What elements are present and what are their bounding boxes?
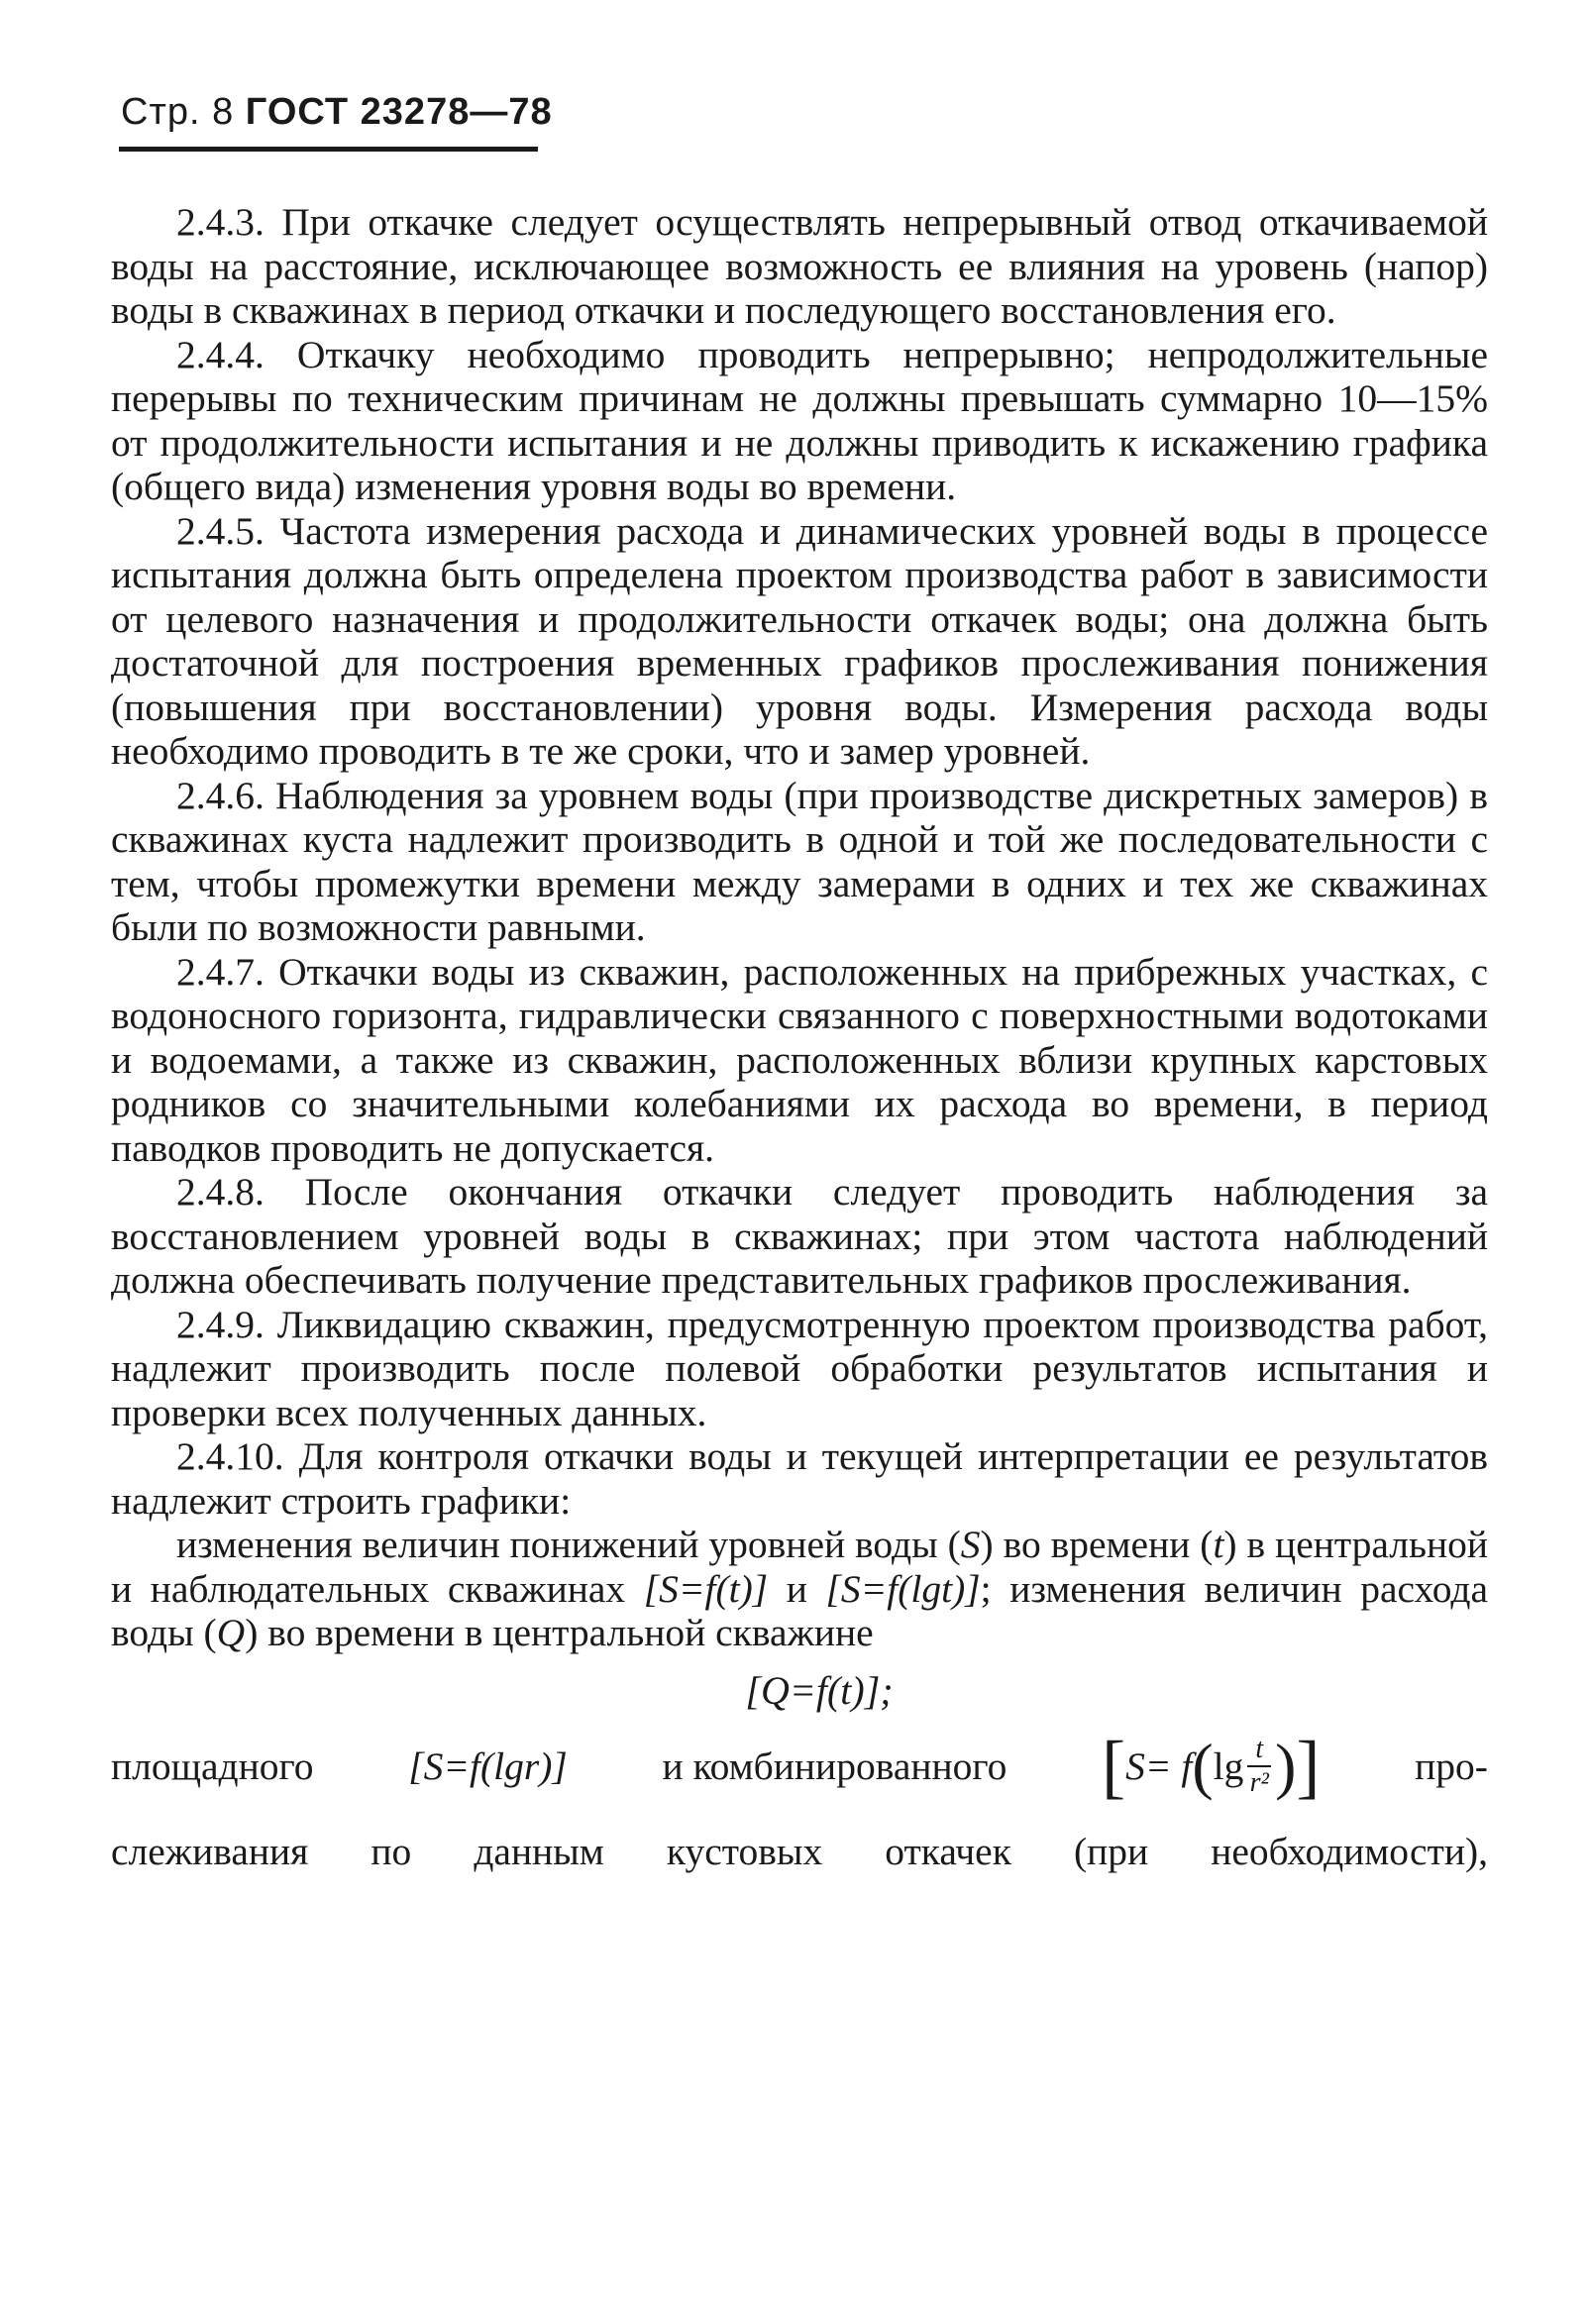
body-text <box>111 200 1488 1874</box>
paragraph-2-4-5: 2.4.5. Частота измерения расхода и динамических уровней воды в процессе испытания должна быть определена проектом производства работ в зависимости от целевого назначения и продолжительности откачек воды; она должна быть достаточной для построения временных графиков прослеживания понижения (повышения при восстановлении) уровня воды. Измерения расхода воды необходимо проводить в те же сроки, что и замер уровней. <box>111 508 1488 773</box>
closing-line: слеживания по данным кустовых откачек (при необходимости), <box>111 1830 1488 1873</box>
formula-q-of-t: [Q=f(t)]; <box>745 1667 894 1713</box>
formula-combined: [ S= f ( lg $\frac{t}{\text{r²}}$ ) ] <box>1102 1727 1321 1806</box>
fraction-t-over-r2: $\frac{t}{\text{r²}}$ <box>1247 1734 1271 1799</box>
symbol-t: t <box>1213 1523 1224 1566</box>
page-label: Стр. 8 <box>121 91 235 133</box>
paragraph-2-4-6: 2.4.6. Наблюдения за уровнем воды (при производстве дискретных замеров) в скважинах куста надлежит производить в одной и той же последовательности с тем, чтобы промежутки времени между замерами в одних и тех же скважинах были по возможности равными. <box>111 773 1488 949</box>
header-rule <box>119 147 538 152</box>
symbol-s: S <box>960 1523 981 1566</box>
paragraph-2-4-9: 2.4.9. Ликвидацию скважин, предусмотренную проектом производства работ, надлежит производить после полевой обработки результатов испытания и проверки всех полученных данных. <box>111 1302 1488 1434</box>
formula-s-of-t: [S=f(t)] <box>643 1566 769 1611</box>
symbol-q: Q <box>216 1611 246 1654</box>
paragraph-2-4-7: 2.4.7. Откачки воды из скважин, расположенных на прибрежных участках, с водоносного горизонта, гидравлически связанного с поверхностными водотоками и водоемами, а также из скважин, расположенных вблизи крупных карстовых родников со значительными колебаниями их расхода во времени, в период паводков проводить не допускается. <box>111 949 1488 1170</box>
paragraph-2-4-10: 2.4.10. Для контроля откачки воды и текущей интерпретации ее результатов надлежит строить графики: <box>111 1434 1488 1523</box>
paragraph-2-4-4: 2.4.4. Откачку необходимо проводить непрерывно; непродолжительные перерывы по техническим причинам не должны превышать суммарно 10—15% от продолжительности испытания и не должны приводить к искажению графика (общего вида) изменения уровня воды во времени. <box>111 332 1488 508</box>
combined-formula-row: площадного [S=f(lgr)] и комбинированного [ S= f ( lg $\frac{t}{\text{r²}}$ ) ] про- <box>111 1727 1488 1806</box>
page-header <box>121 91 553 134</box>
standard-number: ГОСТ 23278—78 <box>245 91 553 133</box>
formula-areal: [S=f(lgr)] <box>408 1743 568 1788</box>
formula-s-of-lgt: [S=f(lgt)] <box>825 1566 981 1611</box>
paragraph-2-4-3: 2.4.3. При откачке следует осуществлять непрерывный отвод откачиваемой воды на расстояние, исключающее возможность ее влияния на уровень (напор) воды в скважинах в период откачки и последующего восстановления его. <box>111 200 1488 332</box>
paragraph-2-4-8: 2.4.8. После окончания откачки следует проводить наблюдения за восстановлением уровней воды в скважинах; при этом частота наблюдений должна обеспечивать получение представительных графиков прослеживания. <box>111 1170 1488 1302</box>
graphs-description: изменения величин понижений уровней воды (S) во времени (t) в центральной и наблюдательных скважинах [S=f(t)] и [S=f(lgt)]; изменения величин расхода воды (Q) во времени в центральной скважине <box>111 1523 1488 1654</box>
